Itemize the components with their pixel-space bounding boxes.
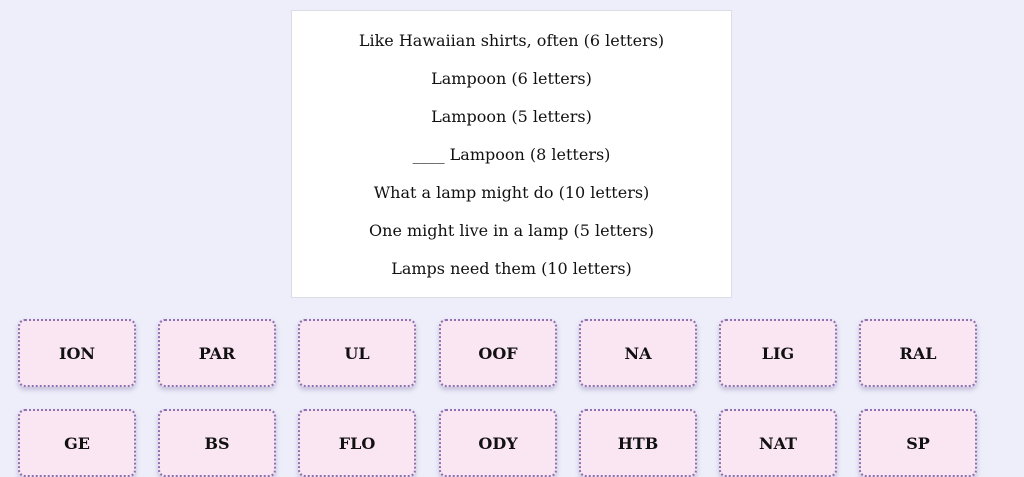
clue-6: One might live in a lamp (5 letters) [369,221,654,240]
clue-5: What a lamp might do (10 letters) [373,183,650,202]
clue-1: Like Hawaiian shirts, often (6 letters) [358,31,665,50]
tile-na[interactable]: NA [579,319,697,387]
clue-panel [291,10,732,298]
tile-lig[interactable]: LIG [719,319,837,387]
tile-bs[interactable]: BS [158,409,276,477]
tile-ody[interactable]: ODY [439,409,557,477]
clue-4: ____ Lampoon (8 letters) [412,145,611,164]
tile-sp[interactable]: SP [859,409,977,477]
tile-htb[interactable]: HTB [579,409,697,477]
clue-7: Lamps need them (10 letters) [391,259,632,278]
tile-par[interactable]: PAR [158,319,276,387]
tile-ral[interactable]: RAL [859,319,977,387]
tile-ion[interactable]: ION [18,319,136,387]
clue-3: Lampoon (5 letters) [431,107,592,126]
tile-flo[interactable]: FLO [298,409,416,477]
clue-2: Lampoon (6 letters) [431,69,592,88]
tile-ul[interactable]: UL [298,319,416,387]
tile-oof[interactable]: OOF [439,319,557,387]
tile-ge[interactable]: GE [18,409,136,477]
tile-nat[interactable]: NAT [719,409,837,477]
